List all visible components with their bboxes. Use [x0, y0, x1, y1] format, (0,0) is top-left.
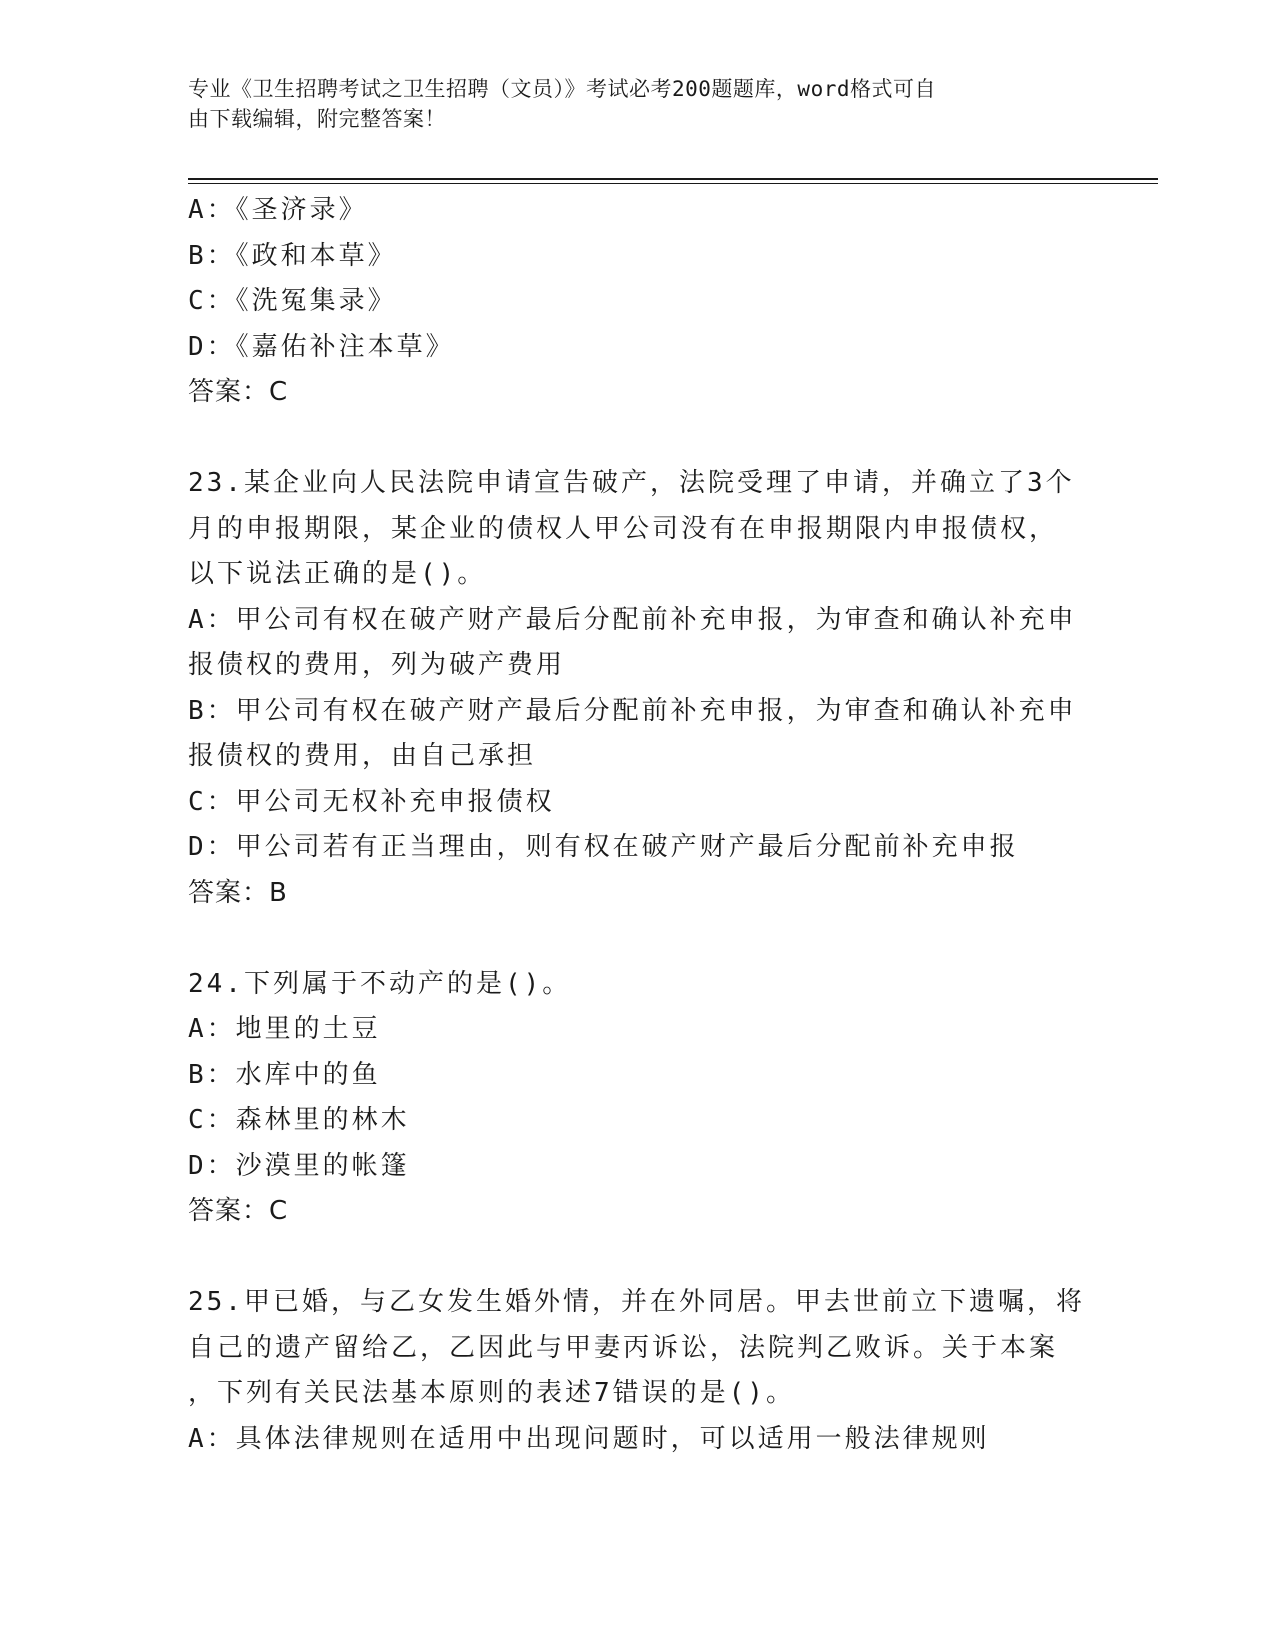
question-23	[188, 461, 1088, 916]
option-c: C：《洗冤集录》	[188, 286, 397, 316]
question-stem-line: 23.某企业向人民法院申请宣告破产，法院受理了申请，并确立了3个	[188, 468, 1075, 498]
header-rule-thin	[188, 183, 1158, 184]
answer: 答案：C	[188, 377, 289, 407]
header-line-2: 由下载编辑，附完整答案！	[188, 107, 446, 131]
option-d: D：甲公司若有正当理由，则有权在破产财产最后分配前补充申报	[188, 832, 1019, 862]
option-a-continued: 报债权的费用，列为破产费用	[188, 650, 566, 680]
option-a: A：《圣济录》	[188, 195, 368, 225]
question-stem-line: 自己的遗产留给乙，乙因此与甲妻丙诉讼，法院判乙败诉。关于本案	[188, 1332, 1059, 1363]
question-list	[188, 188, 1088, 1462]
question-stem-line: 以下说法正确的是()。	[188, 559, 487, 589]
document-header	[188, 74, 1068, 134]
spacer	[188, 916, 1088, 962]
header-rule-thick	[188, 178, 1158, 180]
question-stem-line: ，下列有关民法基本原则的表述7错误的是()。	[188, 1378, 795, 1408]
option-c: C：森林里的林木	[188, 1105, 410, 1135]
option-a: A：地里的土豆	[188, 1014, 381, 1044]
question-22-tail	[188, 188, 1088, 416]
option-d: D：沙漠里的帐篷	[188, 1150, 410, 1181]
option-b: B：《政和本草》	[188, 240, 397, 271]
option-c: C：甲公司无权补充申报债权	[188, 786, 555, 817]
question-25	[188, 1280, 1088, 1462]
option-b-continued: 报债权的费用，由自己承担	[188, 741, 537, 771]
answer: 答案：B	[188, 877, 288, 908]
question-24	[188, 962, 1088, 1235]
spacer	[188, 1235, 1088, 1281]
spacer	[188, 416, 1088, 462]
question-stem-line: 24.下列属于不动产的是()。	[188, 968, 572, 999]
question-stem-line: 月的申报期限，某企业的债权人甲公司没有在申报期限内申报债权，	[188, 513, 1059, 544]
option-a: A：甲公司有权在破产财产最后分配前补充申报，为审查和确认补充申	[188, 604, 1077, 635]
question-stem-line: 25.甲已婚，与乙女发生婚外情，并在外同居。甲去世前立下遗嘱，将	[188, 1287, 1085, 1317]
option-b: B：水库中的鱼	[188, 1059, 381, 1090]
option-b: B：甲公司有权在破产财产最后分配前补充申报，为审查和确认补充申	[188, 695, 1077, 726]
option-d: D：《嘉佑补注本草》	[188, 331, 455, 362]
answer: 答案：C	[188, 1196, 289, 1226]
option-a: A：具体法律规则在适用中出现问题时，可以适用一般法律规则	[188, 1423, 990, 1454]
header-line-1: 专业《卫生招聘考试之卫生招聘（文员）》考试必考200题题库，word格式可自	[188, 77, 936, 101]
